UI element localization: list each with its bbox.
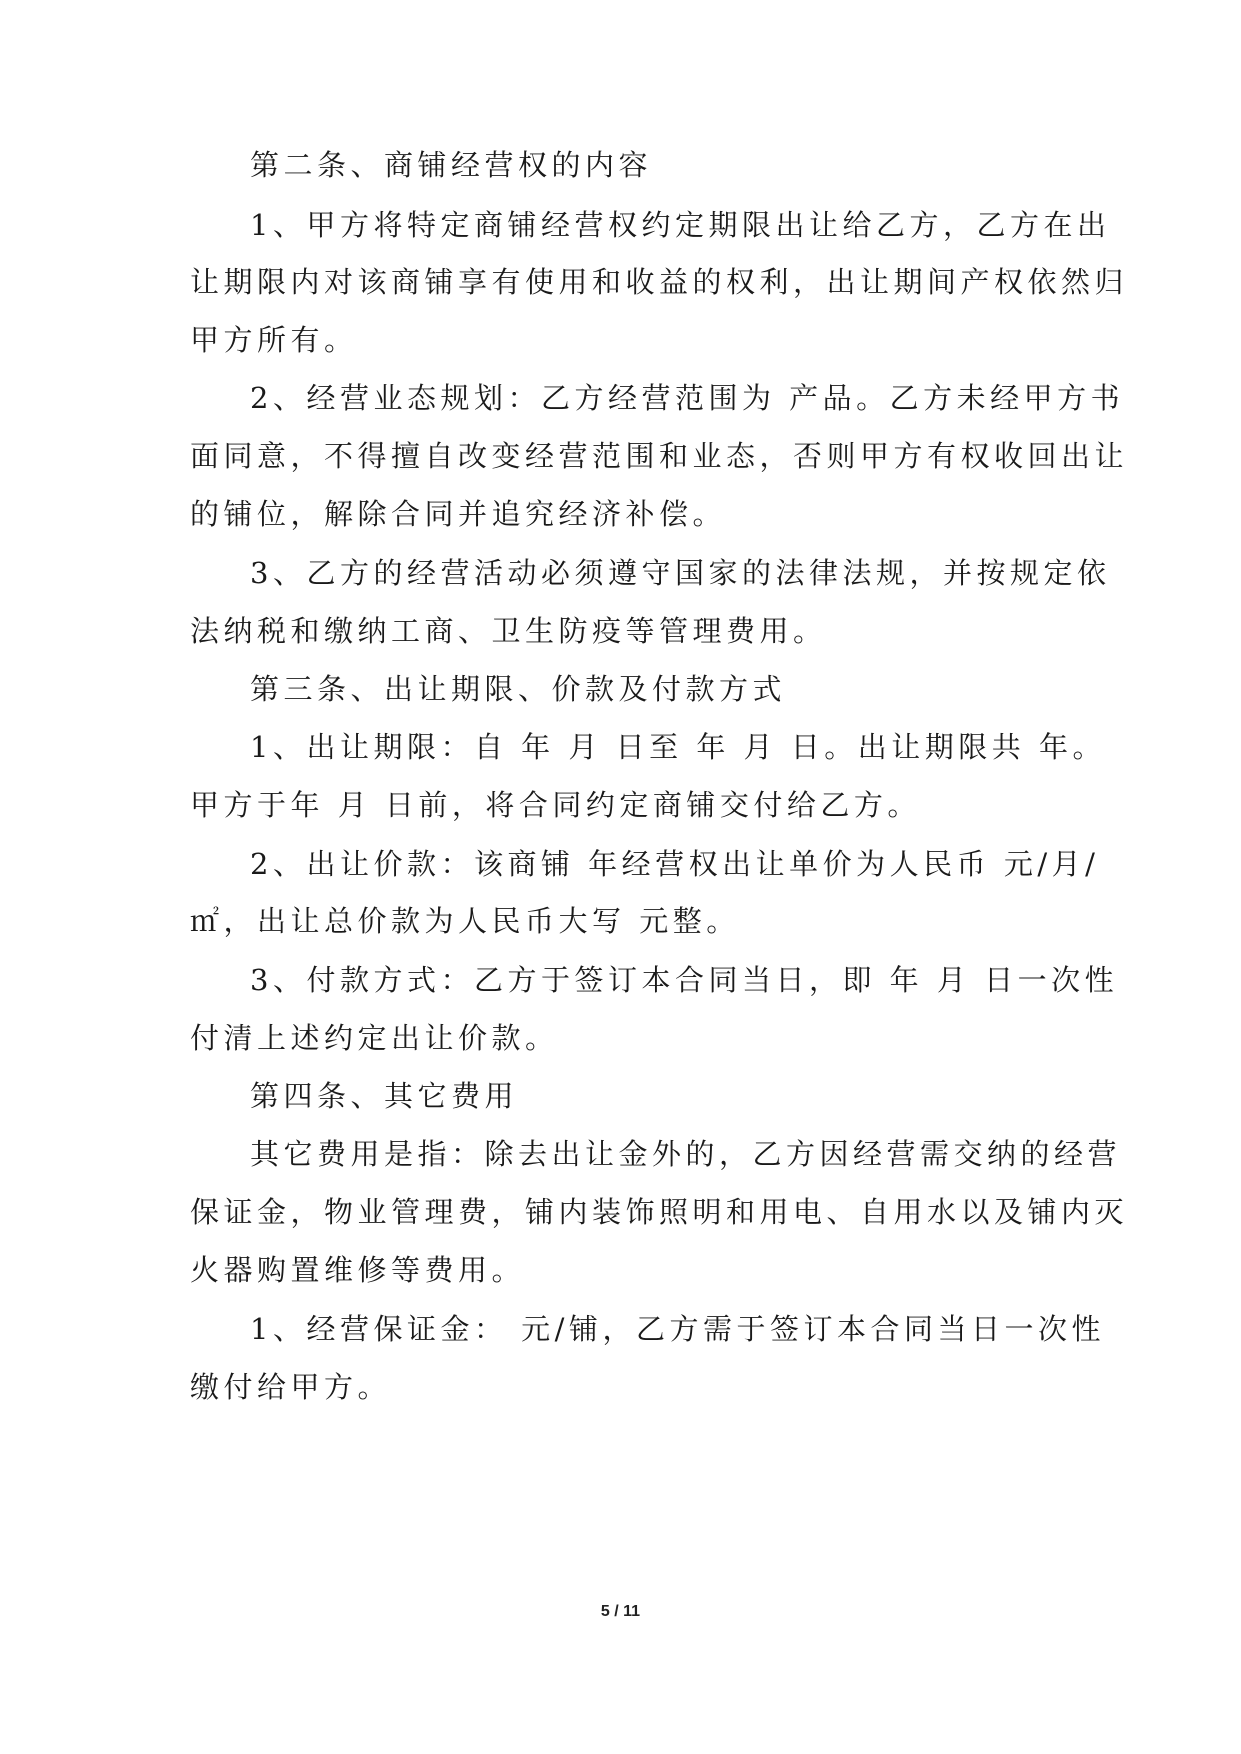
- paragraph-line: 3、付款方式：乙方于签订本合同当日，即 年 月 日一次性: [250, 963, 1119, 997]
- paragraph-line: 火器购置维修等费用。: [190, 1253, 526, 1287]
- paragraph-line: 1、甲方将特定商铺经营权约定期限出让给乙方，乙方在出: [250, 208, 1111, 242]
- paragraph-line: 其它费用是指：除去出让金外的，乙方因经营需交纳的经营: [250, 1137, 1122, 1171]
- paragraph-line: ㎡，出让总价款为人民币大写 元整。: [190, 904, 740, 938]
- paragraph-line: 面同意，不得擅自改变经营范围和业态，否则甲方有权收回出让: [190, 439, 1129, 473]
- paragraph-line: 缴付给甲方。: [190, 1370, 392, 1404]
- paragraph-line: 付清上述约定出让价款。: [190, 1021, 559, 1055]
- section-heading-article-2: 第二条、商铺经营权的内容: [250, 148, 653, 182]
- paragraph-line: 的铺位，解除合同并追究经济补偿。: [190, 497, 727, 531]
- section-heading-article-3: 第三条、出让期限、价款及付款方式: [250, 672, 787, 706]
- section-heading-article-4: 第四条、其它费用: [250, 1079, 519, 1113]
- paragraph-line: 甲方于年 月 日前，将合同约定商铺交付给乙方。: [190, 788, 921, 822]
- paragraph-line: 2、经营业态规划：乙方经营范围为 产品。乙方未经甲方书: [250, 381, 1125, 415]
- paragraph-line: 保证金，物业管理费，铺内装饰照明和用电、自用水以及铺内灭: [190, 1195, 1129, 1229]
- paragraph-line: 让期限内对该商铺享有使用和收益的权利，出让期间产权依然归: [190, 265, 1129, 299]
- paragraph-line: 2、出让价款：该商铺 年经营权出让单价为人民币 元/月/: [250, 847, 1100, 881]
- paragraph-line: 1、出让期限：自 年 月 日至 年 月 日。出让期限共 年。: [250, 730, 1106, 764]
- paragraph-line: 甲方所有。: [190, 323, 358, 357]
- paragraph-line: 1、经营保证金： 元/铺，乙方需于签订本合同当日一次性: [250, 1312, 1105, 1346]
- page-number: 5 / 11: [600, 1603, 641, 1620]
- paragraph-line: 3、乙方的经营活动必须遵守国家的法律法规，并按规定依: [250, 556, 1111, 590]
- paragraph-line: 法纳税和缴纳工商、卫生防疫等管理费用。: [190, 614, 827, 648]
